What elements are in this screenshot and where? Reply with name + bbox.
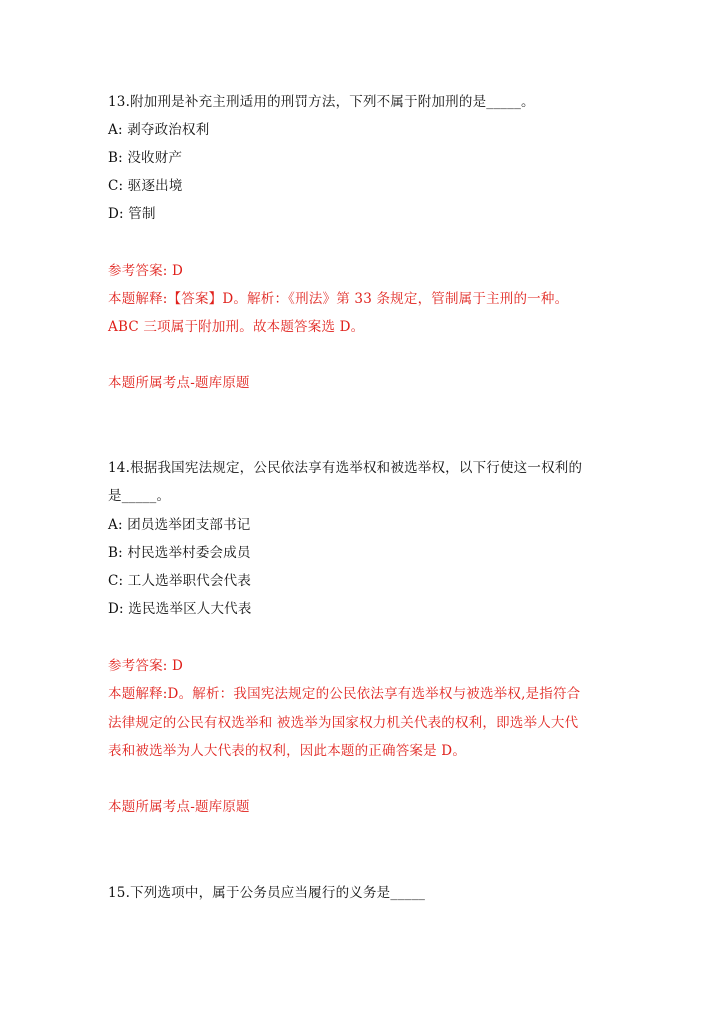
question-14-answer: 参考答案: D (108, 658, 184, 674)
question-13-explanation-line-2: ABC 三项属于附加刑。故本题答案选 D。 (108, 319, 365, 335)
question-14-stem-line-1: 14.根据我国宪法规定，公民依法享有选举权和被选举权，以下行使这一权利的 (108, 460, 583, 476)
question-14-option-a: A: 团员选举团支部书记 (108, 517, 251, 533)
question-13-option-a: A: 剥夺政治权利 (108, 122, 210, 138)
question-14-option-d: D: 选民选举区人大代表 (108, 601, 252, 617)
question-14-option-c: C: 工人选举职代会代表 (108, 573, 252, 589)
question-13-source: 本题所属考点-题库原题 (108, 375, 250, 391)
question-14-source: 本题所属考点-题库原题 (108, 799, 250, 815)
question-14-explanation-line-1: 本题解释:D。解析：我国宪法规定的公民依法享有选举权与被选举权,是指符合 (108, 686, 581, 702)
question-14-stem-line-2: 是_____。 (108, 488, 171, 504)
question-13-option-c: C: 驱逐出境 (108, 178, 183, 194)
question-14-option-b: B: 村民选举村委会成员 (108, 545, 251, 561)
question-13-explanation-line-1: 本题解释:【答案】D。解析：《刑法》第 33 条规定，管制属于主刑的一种。 (108, 291, 569, 307)
question-13-option-d: D: 管制 (108, 206, 156, 222)
question-14-explanation-line-2: 法律规定的公民有权选举和 被选举为国家权力机关代表的权利，即选举人大代 (108, 715, 579, 731)
question-14-explanation-line-3: 表和被选举为人大代表的权利，因此本题的正确答案是 D。 (108, 743, 467, 759)
question-13-answer: 参考答案: D (108, 263, 184, 279)
question-15-stem: 15.下列选项中，属于公务员应当履行的义务是_____ (108, 885, 426, 901)
question-13-stem: 13.附加刑是补充主刑适用的刑罚方法，下列不属于附加刑的是_____。 (108, 94, 535, 110)
question-13-option-b: B: 没收财产 (108, 150, 183, 166)
